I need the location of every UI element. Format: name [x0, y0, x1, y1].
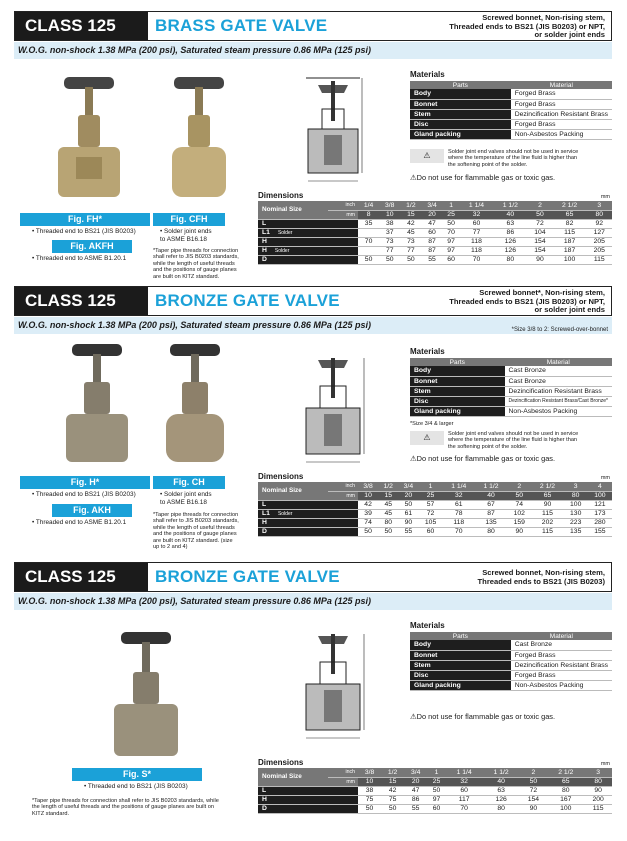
class-label: CLASS 125 — [15, 12, 148, 40]
dimensions-table: Nominal Size inch 3/8 1/2 3/4 1 1 1/4 1 1/2 2 2 1/2 3 mm 10 15 20 25 32 40 50 65 80 L 38 42 47 50 60 63 72 80 90 H 75 75 86 97 117 126 154 167 200 D 50 50 55 60 70 80 90 100 115 — [258, 768, 612, 814]
materials-title: Materials — [410, 347, 445, 356]
section-brass-gate-valve — [14, 11, 612, 280]
table-row: H 75 75 86 97 117 126 154 167 200 — [258, 795, 612, 804]
section-bronze-gate-valve-2 — [14, 562, 612, 830]
fig-akh-desc: • Threaded end to ASME B1.20.1 — [32, 519, 127, 526]
section-bronze-gate-valve-1 — [14, 286, 612, 551]
table-row: D 50 50 55 60 70 80 90 100 115 — [258, 804, 612, 813]
warning-icon: ⚠ — [410, 431, 444, 445]
materials-title: Materials — [410, 621, 445, 630]
fig-cfh-desc: • Solder joint ends to ASME B16.18 — [160, 228, 212, 243]
materials-title: Materials — [410, 70, 445, 79]
materials-table: Parts Material Body Forged Brass Bonnet Forged Brass Stem Dezincification Resistant Brass Disc Forged Brass Gland packing Non-Asbestos Packing — [410, 81, 612, 140]
pressure-rating: W.O.G. non-shock 1.38 MPa (200 psi), Saturated steam pressure 0.86 MPa (125 psi) *Size 3/8 to 2: Screwed-over-bonnet — [14, 317, 612, 334]
mm-unit: mm — [600, 194, 610, 200]
flammable-warning: ⚠Do not use for flammable gas or toxic gas. — [410, 712, 556, 721]
flammable-warning: ⚠Do not use for flammable gas or toxic gas. — [410, 454, 556, 463]
fig-akfh-label: Fig. AKFH — [52, 240, 132, 253]
footnote: *Taper pipe threads for connection shall refer to JIS B0203 standards, while the length of useful threads and the positions of gauge planes are built on KITZ standard. (size up to 2 and 4) — [153, 512, 239, 551]
valve-photo-s — [110, 630, 182, 762]
class-label: CLASS 125 — [15, 287, 148, 315]
section-header — [14, 11, 612, 41]
solder-warning: ⚠ Solder joint end valves should not be used in service where the temperature of the line fluid is higher than the softening point of the solder. — [410, 149, 578, 168]
section-title: BRONZE GATE VALVE — [155, 291, 340, 310]
fig-ch-label: Fig. CH — [153, 476, 225, 489]
class-label: CLASS 125 — [15, 563, 148, 591]
table-row: D 50 50 55 60 70 80 90 115 135 155 — [258, 527, 612, 536]
fig-akh-label: Fig. AKH — [52, 504, 132, 517]
valve-photo-ch — [160, 342, 230, 468]
materials-table: Parts Material Body Cast Bronze Bonnet Forged Brass Stem Dezincification Resistant Brass Disc Forged Brass Gland packing Non-Asbestos Packing — [410, 632, 612, 691]
bonnet-note: *Size 3/8 to 2: Screwed-over-bonnet — [511, 327, 608, 333]
header-note: Screwed bonnet, Non-rising stem, Threaded ends to BS21 (JIS B0203) or NPT, or solder joint ends — [449, 13, 605, 40]
valve-photo-cfh — [164, 75, 234, 205]
section-title: BRASS GATE VALVE — [155, 16, 328, 35]
valve-section-drawing — [298, 73, 368, 193]
mm-unit: mm — [600, 761, 610, 767]
fig-ch-desc: • Solder joint ends to ASME B16.18 — [160, 491, 212, 506]
table-row: H Solder 77 77 87 97 118 126 154 187 205 — [258, 246, 612, 255]
fig-h-label: Fig. H* — [20, 476, 150, 489]
table-row: L1 Solder 37 45 60 70 77 86 104 115 127 — [258, 228, 612, 237]
section-header — [14, 286, 612, 316]
dimensions-title: Dimensions — [258, 191, 304, 200]
table-row: L1 Solder 39 45 61 72 78 87 102 115 130 173 — [258, 509, 612, 518]
valve-photo-fh — [54, 75, 124, 205]
size-note: *Size 3/4 & larger — [410, 421, 454, 427]
section-title: BRONZE GATE VALVE — [155, 567, 340, 586]
table-row: H 70 73 73 87 97 118 126 154 187 205 — [258, 237, 612, 246]
fig-fh-desc: • Threaded end to BS21 (JIS B0203) — [32, 228, 136, 235]
pressure-rating: W.O.G. non-shock 1.38 MPa (200 psi), Saturated steam pressure 0.86 MPa (125 psi) — [14, 593, 612, 610]
footnote: *Taper pipe threads for connection shall refer to JIS B0203 standards, while the length of useful threads and the positions of gauge planes are built on KITZ standard. — [153, 248, 239, 280]
valve-photo-h — [62, 342, 132, 468]
fig-fh-label: Fig. FH* — [20, 213, 150, 226]
table-row: L 35 38 42 47 50 60 63 72 82 92 — [258, 219, 612, 228]
dimensions-title: Dimensions — [258, 758, 304, 767]
section-header — [14, 562, 612, 592]
mm-unit: mm — [600, 475, 610, 481]
footnote: *Taper pipe threads for connection shall refer to JIS B0203 standards, while the length of useful threads and the positions of gauge planes are built on KITZ standard. — [32, 798, 219, 817]
table-row: L 38 42 47 50 60 63 72 80 90 — [258, 786, 612, 795]
fig-h-desc: • Threaded end to BS21 (JIS B0203) — [32, 491, 136, 498]
header-note: Screwed bonnet*, Non-rising stem, Threaded ends to BS21 (JIS B0203) or NPT, or solder joint ends — [449, 288, 605, 315]
materials-table: Parts Material Body Cast Bronze Bonnet Cast Bronze Stem Dezincification Resistant Brass Disc Dezincification Resistant Brass/Cast Bronze* Gland packing Non-Asbestos Packing — [410, 358, 612, 417]
table-row: D 50 50 50 55 60 70 80 90 100 115 — [258, 255, 612, 264]
pressure-rating: W.O.G. non-shock 1.38 MPa (200 psi), Saturated steam pressure 0.86 MPa (125 psi) — [14, 42, 612, 59]
flammable-warning: ⚠Do not use for flammable gas or toxic gas. — [410, 173, 556, 182]
fig-s-label: Fig. S* — [72, 768, 202, 781]
valve-section-drawing — [298, 628, 368, 748]
warning-icon: ⚠ — [410, 149, 444, 163]
fig-akfh-desc: • Threaded end to ASME B1.20.1 — [32, 255, 127, 262]
table-row: H 74 80 90 105 118 135 159 202 223 280 — [258, 518, 612, 527]
dimensions-title: Dimensions — [258, 472, 304, 481]
fig-cfh-label: Fig. CFH — [153, 213, 225, 226]
solder-warning: ⚠ Solder joint end valves should not be used in service where the temperature of the line fluid is higher than the softening point of the solder. — [410, 431, 578, 450]
dimensions-table: Nominal Size inch 3/8 1/2 3/4 1 1 1/4 1 1/2 2 2 1/2 3 4 mm 10 15 20 25 32 40 50 65 80 100 L 42 45 50 57 61 67 74 90 100 121 L1 Solder 39 45 61 72 78 87 102 115 130 173 H 74 80 90 105 118 135 159 202 223 280 D 50 50 55 60 70 80 90 115 135 155 — [258, 482, 612, 537]
dimensions-table: Nominal Size inch 1/4 3/8 1/2 3/4 1 1 1/4 1 1/2 2 2 1/2 3 mm 8 10 15 20 25 32 40 50 65 80 L 35 38 42 47 50 60 63 72 82 92 L1 Solder 37 45 60 70 77 86 104 115 127 H 70 73 73 87 97 118 126 154 187 205 H Solder 77 77 87 97 118 126 154 187 205 D 50 50 50 55 60 70 80 90 100 115 — [258, 201, 612, 265]
header-note: Screwed bonnet, Non-rising stem, Threaded ends to BS21 (JIS B0203) — [477, 568, 605, 586]
fig-s-desc: • Threaded end to BS21 (JIS B0203) — [84, 783, 188, 790]
table-row: L 42 45 50 57 61 67 74 90 100 121 — [258, 500, 612, 509]
valve-section-drawing — [298, 352, 368, 472]
